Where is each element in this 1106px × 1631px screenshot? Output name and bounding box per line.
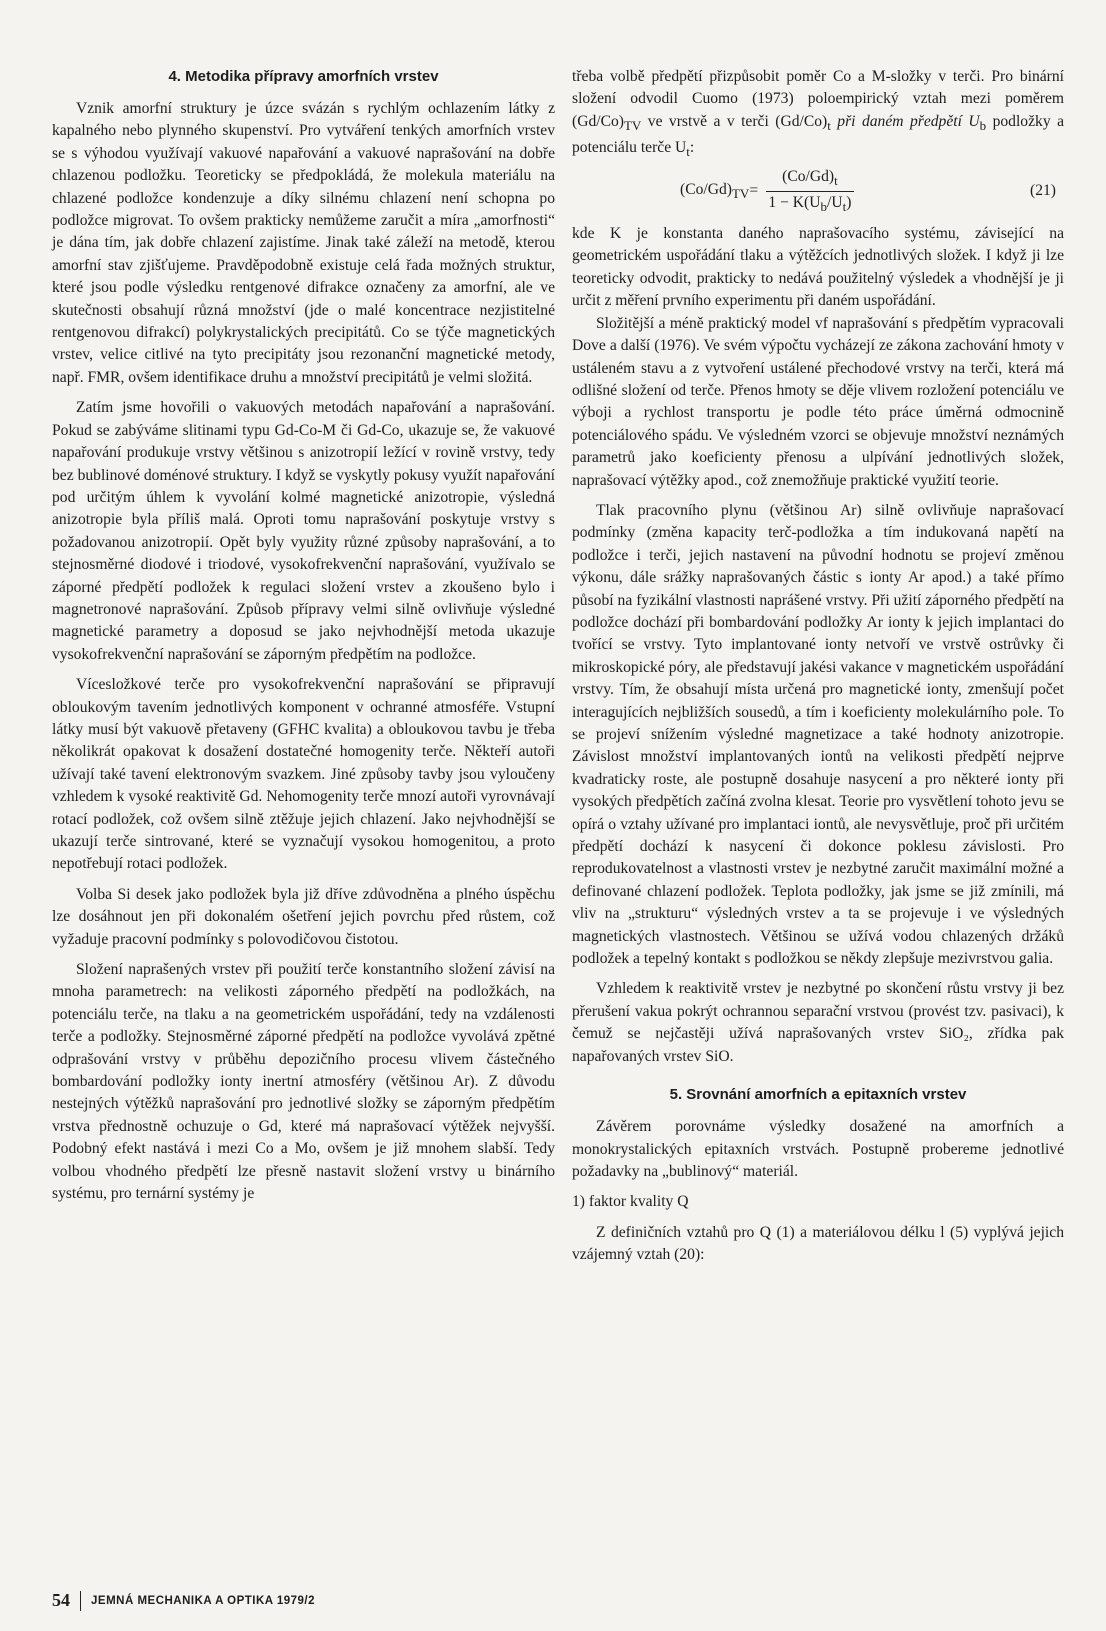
journal-title: JEMNÁ MECHANIKA A OPTIKA 1979/2 bbox=[91, 1594, 316, 1607]
paragraph: Vzhledem k reaktivitě vrstev je nezbytné po skončení růstu vrstvy ji bez přerušení vakua pokrýt ochrannou separační vrstvou (provést tzv. pasivaci), k čemuž se nejčastěji užívá naprašovaných vrstev SiO₂, zřídka pak napařovaných vrstev SiO. bbox=[572, 980, 1064, 1065]
left-column bbox=[52, 66, 555, 1206]
section-4-heading: 4. Metodika přípravy amorfních vrstev bbox=[168, 68, 439, 85]
paragraph: Vznik amorfní struktury je úzce svázán s rychlým ochlazením látky z kapalného nebo plynného skupenství. Pro vytváření tenkých amorfních vrstev se s výhodou využívají vakuové napařování a vakuové naprašování na dobře chlazenou podložku. Teoreticky se předpokládá, že molekula materiálu na chlazené podložce kondenzuje a díky silnému chlazení není schopna po podložce migrovat. To ovšem prakticky nemůžeme zaručit a míra „amorfnosti“ je dána tím, jak dobře chlazení zajistíme. Jinak také záleží na metodě, kterou amorfní stav zjišťujeme. Pravděpodobně existuje celá řada možných struktur, které jsou podle výsledku rentgenové difrakce označeny za amorfní, ale ve skutečnosti obsahují různá množství (jde o malé koncentrace nezjistitelné rentgenovou difrakcí) polykrystalických precipitátů. Co se týče magnetických vrstev, velice citlivé na tyto precipitáty jsou rezonanční magnetické metody, např. FMR, ovšem identifikace druhu a množství precipitátů je velmi složitá. bbox=[52, 100, 555, 386]
equation-lhs: $(Co/Gd)_{TV}$ bbox=[680, 180, 750, 201]
paragraph: Tlak pracovního plynu (většinou Ar) silně ovlivňuje naprašovací podmínky (změna kapacity terč-podložka a tím indukovaná napětí na podložce i terči, jejich nastavení na původní hodnotu se projeví změnou výkonu, dále srážky naprašovaných částic s ionty Ar apod.) a také přímo působí na fyzikální vlastnosti naprášené vrstvy. Při užití záporného předpětí na podložce dochází při bombardování podložky Ar ionty k jejich implantaci do tvořící se vrstvy. Tyto implantované ionty netvoří ve vrstvě ostrůvky či mikroskopické póry, ale představují jakési vakance v magnetickém uspořádání vrstvy. Tím, že obsahují místa určená pro magnetické ionty, zmenšují počet interagujících nejbližších sousedů, a tím i koeficienty molekulárního pole. To se projeví snížením výsledné magnetizace a také hodnoty anizotropie. Závislost množství implantovaných iontů na velikosti předpětí nejprve kvadraticky roste, ale postupně dosahuje nasycení a pro některé ionty při vysokých předpětích začíná zvolna klesat. Teorie pro vysvětlení tohoto jevu se opírá o vztahy užívané pro implantaci iontů, ale nevysvětluje, proč při určitém předpětí dochází k nasycení či dokonce poklesu závislosti. Pro reprodukovatelnost a vlastnosti vrstev je nezbytné zaručit maximální možné a definované chlazení podložek. Teplota podložky, jak jsme se již zmínili, má vliv na „strukturu“ výsledných vrstev a ta se projevuje i ve výsledných magnetických vlastnostech. Většinou se užívá vodou chlazených držáků podložek a tepelný kontakt s podložkou se někdy zlepšuje mezivrstvou galia. bbox=[572, 501, 1064, 968]
equation-number: (21) bbox=[1030, 182, 1056, 200]
paragraph-continuation: třeba volbě předpětí přizpůsobit poměr Co a M-složky v terči. Pro binární složení odvodil Cuomo (1973) poloempirický vztah mezi poměrem $(Gd/Co)_{TV}$ ve vrstvě a v terči $(Gd/Co)_t$ při daném předpětí $U_b$ podložky a potenciálu terče $U_t$: bbox=[572, 68, 1064, 160]
paragraph: Zatím jsme hovořili o vakuových metodách napařování a naprašování. Pokud se zabýváme slitinami typu Gd-Co-M či Gd-Co, ukazuje se, že vakuové napařování produkuje vrstvy většinou s anizotropií ležící v rovině vrstvy, tedy bez bublinové doménové struktury. I když se vyskytly pokusy využít napařování pod určitým úhlem k vyvolání kolmé magnetické anizotropie, výsledná anizotropie byla příliš malá. Oproti tomu naprašování poskytuje vrstvy s požadovanou anizotropií. Opět byly využity různé způsoby naprašování, a to stejnosměrné diodové i triodové, vysokofrekvenční naprašování, využívalo se záporné předpětí podložek k regulaci složení vrstev a zkoušeno bylo i magnetronové naprašování. Způsob přípravy velmi silně ovlivňuje výsledné magnetické parametry a doposud se jako nejvhodnější metoda ukazuje vysokofrekvenční naprašování se záporným předpětím na podložce. bbox=[52, 399, 555, 663]
page-footer bbox=[52, 1590, 315, 1611]
paragraph: Vícesložkové terče pro vysokofrekvenční naprašování se připravují obloukovým tavením jednotlivých komponent v ochranné atmosféře. Vstupní látky musí být vakuově přetaveny (GFHC kvalita) a obloukovou tavbu je třeba několikrát opakovat k dosažení dostatečné homogenity terče. Někteří autoři užívají také tavení elektronovým svazkem. Jiné způsoby tavby jsou vyloučeny vzhledem k vysoké reaktivitě Gd. Nehomogenity terče mnozí autoři vyrovnávají rotací podložek, což ovšem silně ztěžuje jejich chlazení. Jako nejvhodnější se ukazují terče sintrované, které se vyznačují vysokou homogenitou, a proto nepotřebují rotaci podložek. bbox=[52, 676, 555, 873]
right-column bbox=[572, 66, 1064, 1267]
paragraph: Složení naprašených vrstev při použití terče konstantního složení závisí na mnoha parametrech: na velikosti záporného předpětí na podložkách, na potenciálu terče, na tlaku a na geometrickém uspořádání, tedy na vzdálenosti terče a podložky. Stejnosměrné záporné předpětí na podložce vyvolává zpětné odprašování vrstvy v průběhu depozičního procesu vlivem částečného bombardování podložky ionty inertní atmosféry (většinou Ar). Z důvodu nestejných výtěžků naprašování pro jednotlivé složky se záporným předpětím vrstva přednostně ochuzuje o Gd, které má naprašovací výtěžek nejvyšší. Podobný efekt nastává i mezi Co a Mo, ovšem je již mnohem slabší. Tedy volbou vhodného předpětí lze přesně nastavit složení vrstvy u binárního systému, pro ternární systémy je bbox=[52, 961, 555, 1203]
paragraph: kde K je konstanta daného naprašovacího systému, závisející na geometrickém uspořádání tlaku a výtěžcích jednotlivých složek. I když ji lze teoreticky odvodit, prakticky to nedává použitelný výsledek a vhodnější je ji určit z měření prvního experimentu při daném uspořádání. bbox=[572, 225, 1064, 310]
equation-fraction bbox=[766, 168, 854, 215]
fraction-denominator: $1 - K(U_b/U_t)$ bbox=[768, 193, 852, 215]
fraction-numerator: $(Co/Gd)_t$ bbox=[766, 168, 854, 192]
page-number: 54 bbox=[52, 1590, 70, 1610]
paragraph: Závěrem porovnáme výsledky dosažené na amorfních a monokrystalických epitaxních vrstvách. Postupně probereme jednotlivé požadavky na „bublinový“ materiál. bbox=[572, 1118, 1064, 1180]
paragraph: Volba Si desek jako podložek byla již dříve zdůvodněna a plného úspěchu lze dosáhnout jen při dokonalém ošetření jejich povrchu před růstem, což vyžaduje pracovní podmínky s polovodičovou čistotou. bbox=[52, 885, 555, 948]
equation-21 bbox=[572, 168, 1064, 215]
equation-equals: = bbox=[749, 182, 759, 200]
paragraph: Složitější a méně praktický model vf naprašování s předpětím vypracovali Dove a další (1976). Ve svém výpočtu vycházejí ze zákona zachování hmoty v ustáleném stavu a z vytvoření ustálené přechodové vrstvy na terči, která má odlišné složení od terče. Přenos hmoty se děje vlivem rozložení potenciálu ve výboji a rychlost transportu je podle této práce úměrná odmocnině potenciálového spádu. Ve výsledném vzorci se objevuje množství neznámých parametrů jako koeficienty přenosu a ulpívání jednotlivých složek, naprašovací výtěžky apod., což znemožňuje praktické využití teorie. bbox=[572, 314, 1064, 489]
footer-divider bbox=[80, 1591, 81, 1611]
section-5-heading: 5. Srovnání amorfních a epitaxních vrstev bbox=[669, 1086, 967, 1104]
list-item-quality-factor: 1) faktor kvality Q bbox=[572, 1193, 689, 1211]
paragraph: Z definičních vztahů pro Q (1) a materiálovou délku l (5) vyplývá jejich vzájemný vztah (20): bbox=[572, 1223, 1064, 1264]
